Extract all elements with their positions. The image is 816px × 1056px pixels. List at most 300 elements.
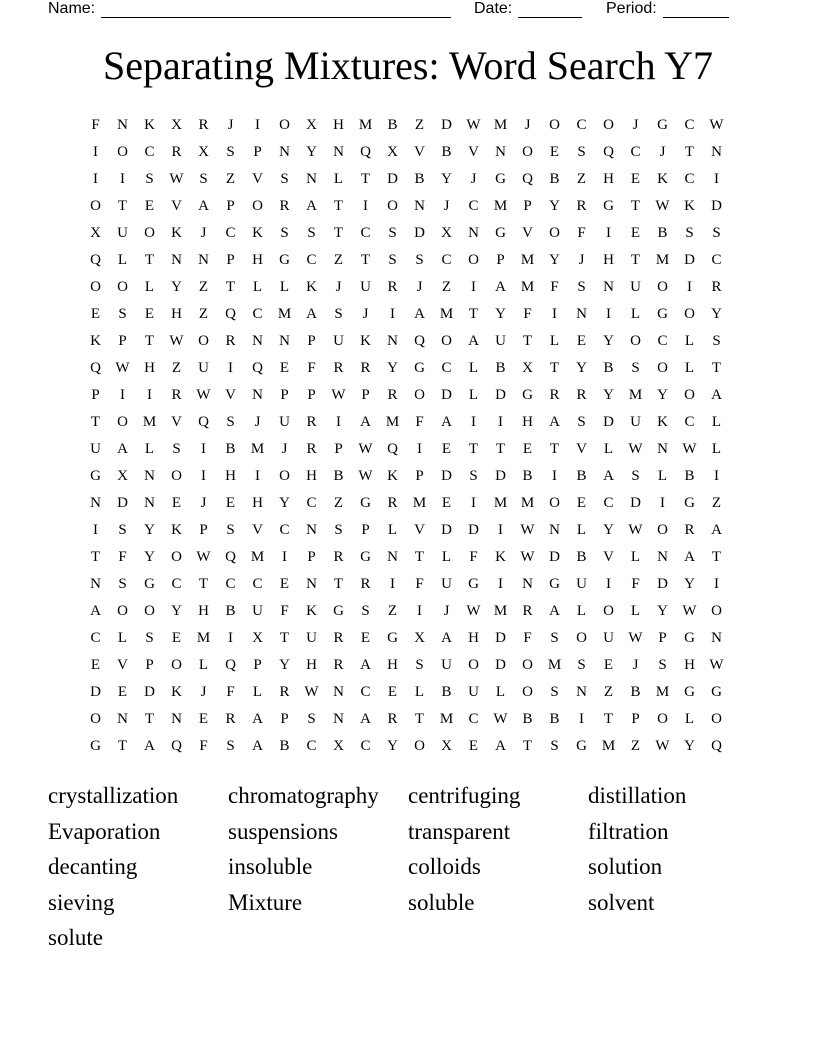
grid-letter[interactable]: S [172,441,181,457]
grid-letter[interactable]: M [142,414,157,430]
grid-letter[interactable]: Y [684,738,695,754]
grid-letter[interactable]: Q [198,414,209,430]
grid-letter[interactable]: W [358,468,373,484]
grid-letter[interactable]: I [363,198,368,214]
grid-letter[interactable]: O [117,279,128,295]
grid-letter[interactable]: H [306,468,317,484]
grid-letter[interactable]: L [468,387,479,403]
grid-letter[interactable]: U [333,333,344,349]
grid-letter[interactable]: S [226,522,235,538]
grid-letter[interactable]: A [441,630,452,646]
grid-letter[interactable]: I [255,117,260,133]
period-field[interactable] [606,0,729,20]
grid-letter[interactable]: I [606,225,611,241]
grid-letter[interactable]: S [658,657,667,673]
grid-letter[interactable]: J [632,657,639,673]
grid-letter[interactable]: O [117,144,128,160]
grid-letter[interactable]: U [441,576,452,592]
grid-letter[interactable]: H [252,252,263,268]
grid-letter[interactable]: T [684,144,695,160]
grid-letter[interactable]: E [144,198,155,214]
grid-letter[interactable]: F [307,360,316,376]
grid-letter[interactable]: T [414,711,425,727]
grid-letter[interactable]: D [630,495,641,511]
grid-letter[interactable]: C [279,522,290,538]
grid-letter[interactable]: Y [657,387,668,403]
grid-letter[interactable]: Y [279,657,290,673]
grid-letter[interactable]: G [603,198,614,214]
grid-letter[interactable]: H [387,657,398,673]
grid-letter[interactable]: L [603,441,614,457]
grid-letter[interactable]: I [417,603,422,619]
grid-letter[interactable]: O [657,711,668,727]
grid-letter[interactable]: D [495,657,506,673]
grid-letter[interactable]: P [307,333,316,349]
grid-letter[interactable]: E [90,657,101,673]
grid-letter[interactable]: S [226,414,235,430]
grid-letter[interactable]: A [360,657,371,673]
grid-letter[interactable]: A [252,711,263,727]
grid-letter[interactable]: M [412,495,427,511]
grid-letter[interactable]: S [280,225,289,241]
grid-letter[interactable]: S [712,333,721,349]
grid-letter[interactable]: M [628,387,643,403]
grid-letter[interactable]: S [226,738,235,754]
grid-letter[interactable]: C [684,414,695,430]
grid-letter[interactable]: D [387,171,398,187]
grid-letter[interactable]: W [655,198,670,214]
grid-letter[interactable]: I [390,306,395,322]
grid-letter[interactable]: T [333,225,344,241]
grid-letter[interactable]: Z [603,684,614,700]
grid-letter[interactable]: G [387,630,398,646]
grid-letter[interactable]: V [252,171,263,187]
grid-letter[interactable]: K [495,549,506,565]
grid-letter[interactable]: O [90,279,101,295]
grid-letter[interactable]: I [471,414,476,430]
grid-letter[interactable]: C [360,684,371,700]
grid-letter[interactable]: N [144,495,155,511]
grid-letter[interactable]: Z [171,360,182,376]
grid-letter[interactable]: D [414,225,425,241]
grid-letter[interactable]: N [171,711,182,727]
grid-letter[interactable]: A [90,603,101,619]
grid-letter[interactable]: I [687,279,692,295]
grid-letter[interactable]: P [91,387,100,403]
grid-letter[interactable]: B [225,603,236,619]
grid-letter[interactable]: I [336,414,341,430]
grid-letter[interactable]: P [361,522,370,538]
grid-letter[interactable]: O [549,117,560,133]
grid-letter[interactable]: Y [171,279,182,295]
grid-letter[interactable]: B [549,171,560,187]
grid-letter[interactable]: T [117,738,128,754]
grid-letter[interactable]: E [522,441,533,457]
grid-letter[interactable]: C [171,576,182,592]
grid-letter[interactable]: S [415,657,424,673]
grid-letter[interactable]: K [657,171,668,187]
grid-letter[interactable]: G [495,225,506,241]
grid-letter[interactable]: I [660,495,665,511]
grid-letter[interactable]: N [306,522,317,538]
grid-letter[interactable]: D [684,252,695,268]
grid-letter[interactable]: Z [198,306,209,322]
grid-letter[interactable]: E [198,711,209,727]
grid-letter[interactable]: B [576,468,587,484]
grid-letter[interactable]: O [657,522,668,538]
grid-letter[interactable]: M [493,603,508,619]
grid-letter[interactable]: O [468,252,479,268]
grid-letter[interactable]: O [279,468,290,484]
grid-letter[interactable]: E [360,630,371,646]
grid-letter[interactable]: T [522,738,533,754]
grid-letter[interactable]: G [360,549,371,565]
grid-letter[interactable]: A [414,306,425,322]
grid-letter[interactable]: C [468,711,479,727]
grid-letter[interactable]: G [279,252,290,268]
grid-letter[interactable]: G [684,495,695,511]
grid-letter[interactable]: Z [198,279,209,295]
grid-letter[interactable]: U [441,657,452,673]
grid-letter[interactable]: Q [90,360,101,376]
grid-letter[interactable]: S [118,576,127,592]
grid-letter[interactable]: S [550,630,559,646]
grid-letter[interactable]: I [120,387,125,403]
grid-letter[interactable]: F [523,306,532,322]
grid-letter[interactable]: R [576,198,587,214]
grid-letter[interactable]: N [306,576,317,592]
grid-letter[interactable]: D [657,576,668,592]
grid-letter[interactable]: U [306,630,317,646]
grid-letter[interactable]: J [578,252,585,268]
grid-letter[interactable]: J [659,144,666,160]
grid-letter[interactable]: M [250,549,265,565]
grid-letter[interactable]: Y [144,549,155,565]
grid-letter[interactable]: R [198,117,209,133]
grid-letter[interactable]: S [280,171,289,187]
grid-letter[interactable]: W [466,117,481,133]
grid-letter[interactable]: V [171,414,182,430]
grid-letter[interactable]: V [603,549,614,565]
grid-letter[interactable]: G [144,576,155,592]
grid-letter[interactable]: E [576,333,587,349]
grid-letter[interactable]: T [603,711,614,727]
grid-letter[interactable]: A [252,738,263,754]
grid-letter[interactable]: I [606,306,611,322]
grid-letter[interactable]: H [225,468,236,484]
grid-letter[interactable]: U [360,279,371,295]
grid-letter[interactable]: G [684,684,695,700]
grid-letter[interactable]: I [471,495,476,511]
grid-letter[interactable]: V [522,225,533,241]
grid-letter[interactable]: U [90,441,101,457]
grid-letter[interactable]: U [495,333,506,349]
grid-letter[interactable]: N [468,225,479,241]
grid-letter[interactable]: C [252,576,263,592]
grid-letter[interactable]: N [576,306,587,322]
grid-letter[interactable]: X [252,630,263,646]
grid-letter[interactable]: N [711,144,722,160]
grid-letter[interactable]: H [333,117,344,133]
grid-letter[interactable]: G [495,171,506,187]
grid-letter[interactable]: B [225,441,236,457]
grid-letter[interactable]: V [576,441,587,457]
grid-letter[interactable]: A [711,522,722,538]
grid-letter[interactable]: S [577,144,586,160]
grid-letter[interactable]: N [90,495,101,511]
grid-letter[interactable]: J [200,495,207,511]
grid-letter[interactable]: C [144,144,155,160]
grid-letter[interactable]: W [520,522,535,538]
grid-letter[interactable]: O [684,306,695,322]
grid-letter[interactable]: M [439,306,454,322]
grid-letter[interactable]: J [254,414,261,430]
grid-letter[interactable]: L [630,306,641,322]
grid-letter[interactable]: E [549,144,560,160]
grid-letter[interactable]: W [358,441,373,457]
grid-letter[interactable]: T [144,711,155,727]
grid-letter[interactable]: O [522,144,533,160]
grid-letter[interactable]: N [198,252,209,268]
grid-letter[interactable]: O [711,603,722,619]
grid-letter[interactable]: R [711,279,722,295]
grid-letter[interactable]: Y [711,306,722,322]
grid-letter[interactable]: D [441,387,452,403]
grid-letter[interactable]: T [414,549,425,565]
grid-letter[interactable]: C [90,630,101,646]
grid-letter[interactable]: R [360,576,371,592]
grid-letter[interactable]: N [252,387,263,403]
grid-letter[interactable]: P [226,252,235,268]
grid-letter[interactable]: J [335,279,342,295]
grid-letter[interactable]: M [385,414,400,430]
grid-letter[interactable]: I [201,468,206,484]
grid-letter[interactable]: C [441,360,452,376]
grid-letter[interactable]: P [118,333,127,349]
grid-letter[interactable]: Y [441,171,452,187]
grid-letter[interactable]: G [90,468,101,484]
grid-letter[interactable]: X [522,360,533,376]
grid-letter[interactable]: J [200,225,207,241]
grid-letter[interactable]: U [603,630,614,646]
grid-letter[interactable]: A [684,549,695,565]
grid-letter[interactable]: M [493,198,508,214]
grid-letter[interactable]: B [630,684,641,700]
grid-letter[interactable]: T [90,414,101,430]
grid-letter[interactable]: R [279,684,290,700]
grid-letter[interactable]: G [90,738,101,754]
grid-letter[interactable]: R [333,360,344,376]
grid-letter[interactable]: Y [171,603,182,619]
grid-letter[interactable]: D [441,468,452,484]
grid-letter[interactable]: N [171,252,182,268]
grid-letter[interactable]: S [145,630,154,646]
grid-letter[interactable]: M [655,252,670,268]
grid-letter[interactable]: E [387,684,398,700]
grid-letter[interactable]: B [549,711,560,727]
grid-letter[interactable]: P [280,387,289,403]
grid-letter[interactable]: T [711,360,722,376]
grid-letter[interactable]: O [549,495,560,511]
grid-letter[interactable]: N [387,333,398,349]
grid-letter[interactable]: S [388,252,397,268]
grid-letter[interactable]: D [603,414,614,430]
grid-letter[interactable]: V [225,387,236,403]
grid-letter[interactable]: N [333,144,344,160]
grid-letter[interactable]: F [415,576,424,592]
grid-letter[interactable]: A [306,198,317,214]
grid-letter[interactable]: G [711,684,722,700]
period-blank[interactable] [663,3,729,18]
grid-letter[interactable]: I [228,360,233,376]
grid-letter[interactable]: F [577,225,586,241]
grid-letter[interactable]: X [387,144,398,160]
grid-letter[interactable]: P [658,630,667,646]
grid-letter[interactable]: S [577,279,586,295]
grid-letter[interactable]: B [279,738,290,754]
grid-letter[interactable]: T [360,252,371,268]
grid-letter[interactable]: N [711,630,722,646]
grid-letter[interactable]: Y [387,360,398,376]
grid-letter[interactable]: A [549,603,560,619]
grid-letter[interactable]: I [498,576,503,592]
grid-letter[interactable]: P [631,711,640,727]
grid-letter[interactable]: B [576,549,587,565]
grid-letter[interactable]: I [147,387,152,403]
grid-letter[interactable]: T [549,360,560,376]
grid-letter[interactable]: O [549,225,560,241]
grid-letter[interactable]: L [117,630,128,646]
grid-letter[interactable]: J [227,117,234,133]
grid-letter[interactable]: T [90,549,101,565]
grid-letter[interactable]: B [441,144,452,160]
grid-letter[interactable]: P [415,468,424,484]
grid-letter[interactable]: L [333,171,344,187]
grid-letter[interactable]: B [495,360,506,376]
grid-letter[interactable]: E [144,306,155,322]
grid-letter[interactable]: T [630,252,641,268]
grid-letter[interactable]: I [498,414,503,430]
grid-letter[interactable]: U [117,225,128,241]
grid-letter[interactable]: A [441,414,452,430]
grid-letter[interactable]: O [468,657,479,673]
grid-letter[interactable]: A [360,711,371,727]
grid-letter[interactable]: K [90,333,101,349]
grid-letter[interactable]: U [468,684,479,700]
grid-letter[interactable]: Y [549,252,560,268]
grid-letter[interactable]: N [279,333,290,349]
grid-letter[interactable]: C [711,252,722,268]
grid-letter[interactable]: H [198,603,209,619]
grid-letter[interactable]: T [117,198,128,214]
grid-letter[interactable]: H [603,171,614,187]
grid-letter[interactable]: E [90,306,101,322]
grid-letter[interactable]: F [199,738,208,754]
date-blank[interactable] [518,3,582,18]
grid-letter[interactable]: I [201,441,206,457]
grid-letter[interactable]: A [468,333,479,349]
grid-letter[interactable]: I [255,468,260,484]
grid-letter[interactable]: O [414,738,425,754]
grid-letter[interactable]: P [145,657,154,673]
grid-letter[interactable]: N [387,549,398,565]
grid-letter[interactable]: B [441,684,452,700]
grid-letter[interactable]: S [685,225,694,241]
grid-letter[interactable]: R [387,387,398,403]
grid-letter[interactable]: K [171,225,182,241]
grid-letter[interactable]: J [632,117,639,133]
grid-letter[interactable]: H [144,360,155,376]
grid-letter[interactable]: J [443,603,450,619]
grid-letter[interactable]: D [495,630,506,646]
grid-letter[interactable]: I [93,144,98,160]
grid-letter[interactable]: Y [144,522,155,538]
grid-letter[interactable]: K [306,603,317,619]
grid-letter[interactable]: X [441,225,452,241]
grid-letter[interactable]: V [117,657,128,673]
grid-letter[interactable]: H [252,495,263,511]
grid-letter[interactable]: S [334,306,343,322]
grid-letter[interactable]: B [414,171,425,187]
grid-letter[interactable]: T [144,252,155,268]
grid-letter[interactable]: Y [279,495,290,511]
grid-letter[interactable]: K [171,522,182,538]
grid-letter[interactable]: W [304,684,319,700]
grid-letter[interactable]: T [333,576,344,592]
grid-letter[interactable]: R [522,603,533,619]
grid-letter[interactable]: O [198,333,209,349]
grid-letter[interactable]: D [144,684,155,700]
grid-letter[interactable]: D [468,522,479,538]
grid-letter[interactable]: E [468,738,479,754]
grid-letter[interactable]: C [684,171,695,187]
grid-letter[interactable]: Y [657,603,668,619]
grid-letter[interactable]: C [360,225,371,241]
grid-letter[interactable]: O [90,198,101,214]
grid-letter[interactable]: M [520,495,535,511]
grid-letter[interactable]: N [603,279,614,295]
grid-letter[interactable]: O [657,360,668,376]
grid-letter[interactable]: K [144,117,155,133]
grid-letter[interactable]: Q [711,738,722,754]
grid-letter[interactable]: M [493,495,508,511]
grid-letter[interactable]: S [388,225,397,241]
grid-letter[interactable]: R [171,144,182,160]
grid-letter[interactable]: N [414,198,425,214]
grid-letter[interactable]: J [524,117,531,133]
grid-letter[interactable]: Z [441,279,452,295]
grid-letter[interactable]: G [576,738,587,754]
grid-letter[interactable]: E [576,495,587,511]
grid-letter[interactable]: J [443,198,450,214]
grid-letter[interactable]: R [684,522,695,538]
grid-letter[interactable]: Z [225,171,236,187]
grid-letter[interactable]: Z [576,171,587,187]
grid-letter[interactable]: S [415,252,424,268]
grid-letter[interactable]: U [252,603,263,619]
grid-letter[interactable]: K [387,468,398,484]
grid-letter[interactable]: J [200,684,207,700]
grid-letter[interactable]: T [360,171,371,187]
grid-letter[interactable]: K [171,684,182,700]
grid-letter[interactable]: L [144,279,155,295]
grid-letter[interactable]: O [711,711,722,727]
grid-letter[interactable]: R [360,360,371,376]
grid-letter[interactable]: C [603,495,614,511]
grid-letter[interactable]: S [550,738,559,754]
grid-letter[interactable]: I [228,630,233,646]
grid-letter[interactable]: O [171,657,182,673]
